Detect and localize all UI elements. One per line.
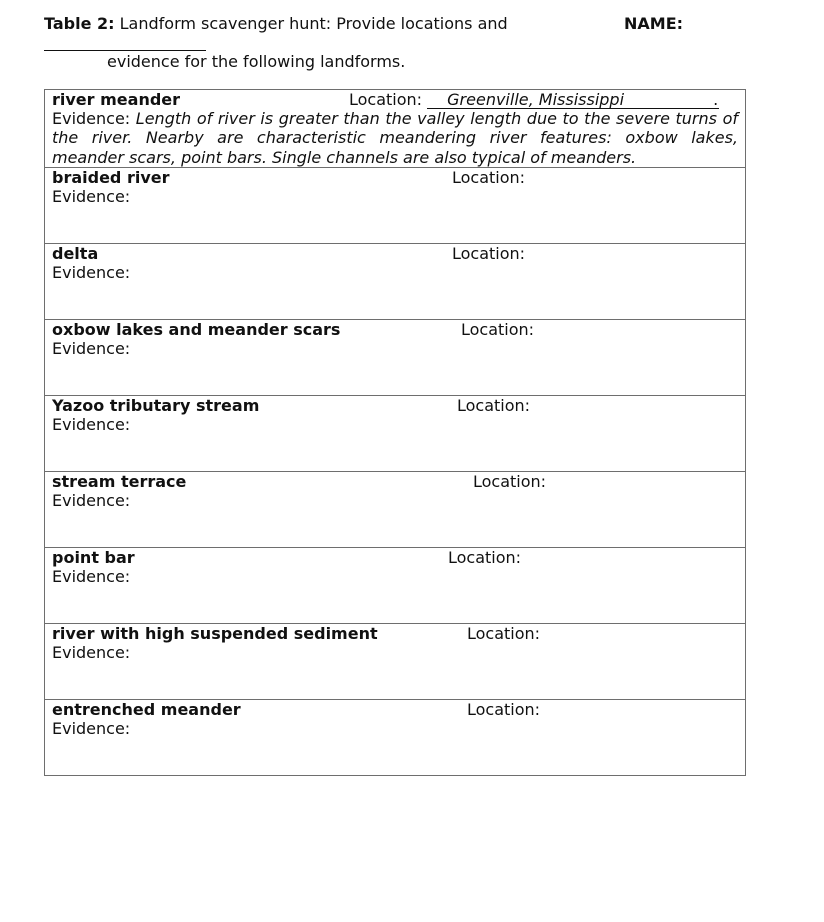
- location-label: Location:: [448, 547, 522, 567]
- location-label: Location:: [473, 471, 547, 491]
- evidence-label: Evidence:: [52, 490, 131, 510]
- table-row: [45, 623, 746, 699]
- name-label: NAME:: [624, 14, 684, 33]
- evidence-label: Evidence:: [52, 338, 131, 358]
- location-end: .: [713, 90, 719, 109]
- table-row-example: [45, 90, 746, 168]
- landform-name: stream terrace: [52, 471, 187, 491]
- instruction-text: Landform scavenger hunt: Provide locations and: [119, 14, 508, 33]
- table-row: [45, 319, 746, 395]
- table-row: [45, 395, 746, 471]
- location-label: Location:: [349, 90, 423, 109]
- landform-cell[interactable]: [45, 547, 746, 623]
- location-label: Location:: [461, 319, 535, 339]
- example-cell: [45, 90, 746, 168]
- table-row: [45, 471, 746, 547]
- location-line: [349, 90, 718, 109]
- evidence-text[interactable]: Length of river is greater than the valley length due to the severe turns of the river. Nearby are characteristic meandering river features: oxbow lakes, meander scars, point bars. Single channels are also typical of meanders.: [52, 109, 738, 167]
- location-label: Location:: [452, 167, 526, 187]
- table-row: [45, 699, 746, 775]
- landform-cell[interactable]: [45, 395, 746, 471]
- table-row: [45, 243, 746, 319]
- evidence-label: Evidence:: [52, 262, 131, 282]
- evidence-label: Evidence:: [52, 642, 131, 662]
- table-row: [45, 547, 746, 623]
- landform-cell[interactable]: [45, 167, 746, 243]
- landform-name: braided river: [52, 167, 170, 187]
- landform-cell[interactable]: [45, 319, 746, 395]
- landform-name: river with high suspended sediment: [52, 623, 378, 643]
- evidence-label: Evidence:: [52, 718, 131, 738]
- evidence-label: Evidence:: [52, 566, 131, 586]
- landform-cell[interactable]: [45, 243, 746, 319]
- location-label: Location:: [452, 243, 526, 263]
- evidence-label: Evidence:: [52, 186, 131, 206]
- instruction-text-continued: evidence for the following landforms.: [107, 52, 406, 71]
- location-value[interactable]: Greenville, Mississippi: [427, 91, 719, 109]
- evidence-label: Evidence:: [52, 414, 131, 434]
- name-blank-line[interactable]: [44, 50, 206, 51]
- landform-cell[interactable]: [45, 471, 746, 547]
- landform-name: entrenched meander: [52, 699, 241, 719]
- table-row: [45, 167, 746, 243]
- location-label: Location:: [467, 699, 541, 719]
- landform-name: Yazoo tributary stream: [52, 395, 260, 415]
- landform-cell[interactable]: [45, 699, 746, 775]
- table-label: Table 2:: [44, 14, 115, 33]
- location-label: Location:: [457, 395, 531, 415]
- landform-name: delta: [52, 243, 99, 263]
- landform-name: oxbow lakes and meander scars: [52, 319, 341, 339]
- evidence-label: Evidence:: [52, 109, 131, 128]
- landform-name: point bar: [52, 547, 135, 567]
- location-label: Location:: [467, 623, 541, 643]
- evidence-block: [52, 109, 738, 167]
- landform-name: river meander: [52, 90, 181, 109]
- landform-cell[interactable]: [45, 623, 746, 699]
- table-heading: [44, 14, 508, 34]
- landform-table: [44, 89, 746, 776]
